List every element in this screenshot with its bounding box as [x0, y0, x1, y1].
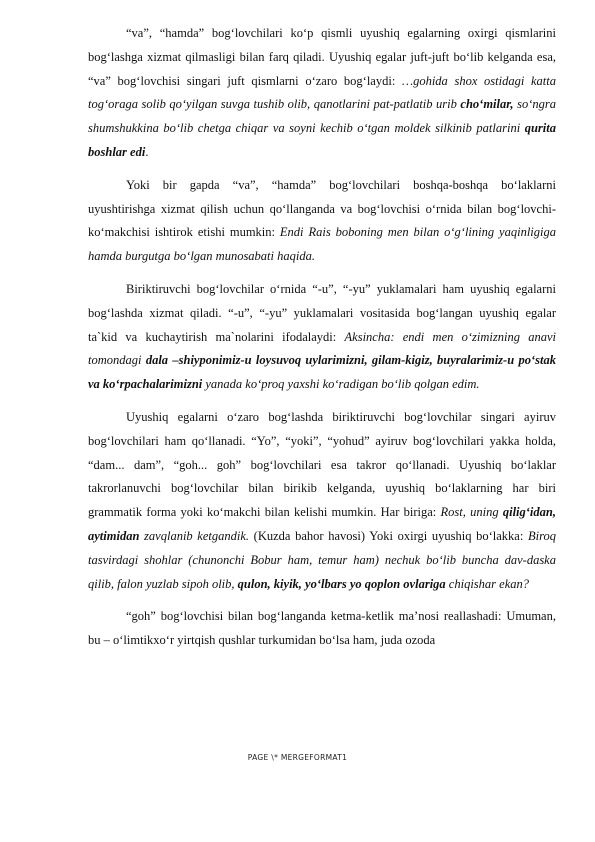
run-italic: Aksincha: endi men o‘zimizning anavi tomondagi [88, 329, 556, 368]
run-italic: zavqlanib ketgandik. [139, 528, 250, 543]
run: Yoki bir gapda “va”, “hamda” bog‘lovchilari boshqa-boshqa bo‘laklarni uyushtirishga xizmat qilish uchun qo‘llanganda va bog‘lovchisi o‘rnida bilan bog‘lovchi-ko‘makchisi ishtirok etishi mumkin: [88, 177, 556, 240]
run-italic: Rost, uning [440, 505, 503, 520]
paragraph-2 [88, 174, 556, 269]
run: . [145, 144, 149, 159]
run-bold-italic: qulon, kiyik, yo‘lbars yo qoplon ovlariga [237, 576, 446, 591]
run-italic: chiqishar ekan? [445, 576, 529, 591]
run-bold-italic: cho‘milar, [460, 97, 514, 112]
paragraph-5 [88, 605, 556, 653]
run: “goh” bog‘lovchisi bilan bog‘langanda ketma-ketlik ma’nosi reallashadi: Umuman, bu – o‘limtikxo‘r yirtqish qushlar turkumidan bo‘lsa ham, juda ozoda [88, 609, 556, 648]
run-italic: Endi Rais boboning men bilan o‘g‘lining yaqinligiga hamda burgutga bo‘lgan munosabati haqida. [88, 225, 556, 264]
run-italic: Biroq tasvirdagi shohlar (chunonchi Bobur ham, temur ham) nechuk bo‘lib buncha dav-daska qilib, falon yuzlab sipoh olib, [88, 528, 556, 591]
paragraph-3 [88, 278, 556, 397]
run-bold-italic: qilig‘idan, aytimidan [88, 505, 556, 543]
paragraph-1 [88, 22, 556, 165]
run: Uyushiq egalarni o‘zaro bog‘lashda biriktiruvchi bog‘lovchilar singari ayiruv bog‘lovchilari ham qo‘llanadi. “Yo”, “yoki”, “yohud” ayiruv bog‘lovchilari yakka holda, “dam... dam”, “goh... goh” bog‘lovchilari esa takror qo‘llanadi. Uyushiq bo‘laklar takrorlanuvchi bog‘lovchilar bilan birikib kelganda, uyushiq bo‘laklarning har biri grammatik forma yoki ko‘makchi bilan kelishi mumkin. Har biriga: [88, 409, 556, 520]
run-italic: …gohida shox ostidagi katta tog‘oraga solib qo‘yilgan suvga tushib olib, qanotlarini pat-patlatib urib [88, 73, 556, 112]
page-footer: PAGE \* MERGEFORMAT1 [247, 753, 348, 762]
run: “va”, “hamda” bog‘lovchilari ko‘p qismli uyushiq egalarning oxirgi qismlarini bog‘lashga xizmat qilmasligi bilan farq qiladi. Uyushiq egalar juft-juft bo‘lib kelganda esa, “va” bog‘lovchisi singari juft qismlarni o‘zaro bog‘laydi: [88, 26, 556, 88]
run-bold-italic: dala –shiyponimiz-u loysuvoq uylarimizni, gilam-kigiz, buyralarimiz-u po‘stak va ko‘rpachalarimizni [88, 353, 556, 392]
run-bold-italic: qurita boshlar edi [88, 121, 556, 159]
run: (Kuzda bahor havosi) Yoki oxirgi uyushiq bo‘lakka: [249, 528, 528, 543]
run: Biriktiruvchi bog‘lovchilar o‘rnida “-u”, “-yu” yuklamalari ham uyushiq egalarni bog‘lashda xizmat qiladi. “-u”, “-yu” yuklamalari vositasida bog‘langan uyushiq egalar ta`kid va kuchaytirish ma`nolarini ifodalaydi: [88, 281, 556, 344]
run-italic: yanada ko‘proq yaxshi ko‘radigan bo‘lib qolgan edim. [202, 377, 480, 392]
document-page [88, 22, 556, 662]
run-italic: so‘ngra shumshukkina bo‘lib chetga chiqar va soyni kechib o‘tgan moldek silkinib patlarini [88, 97, 556, 136]
paragraph-4 [88, 406, 556, 596]
